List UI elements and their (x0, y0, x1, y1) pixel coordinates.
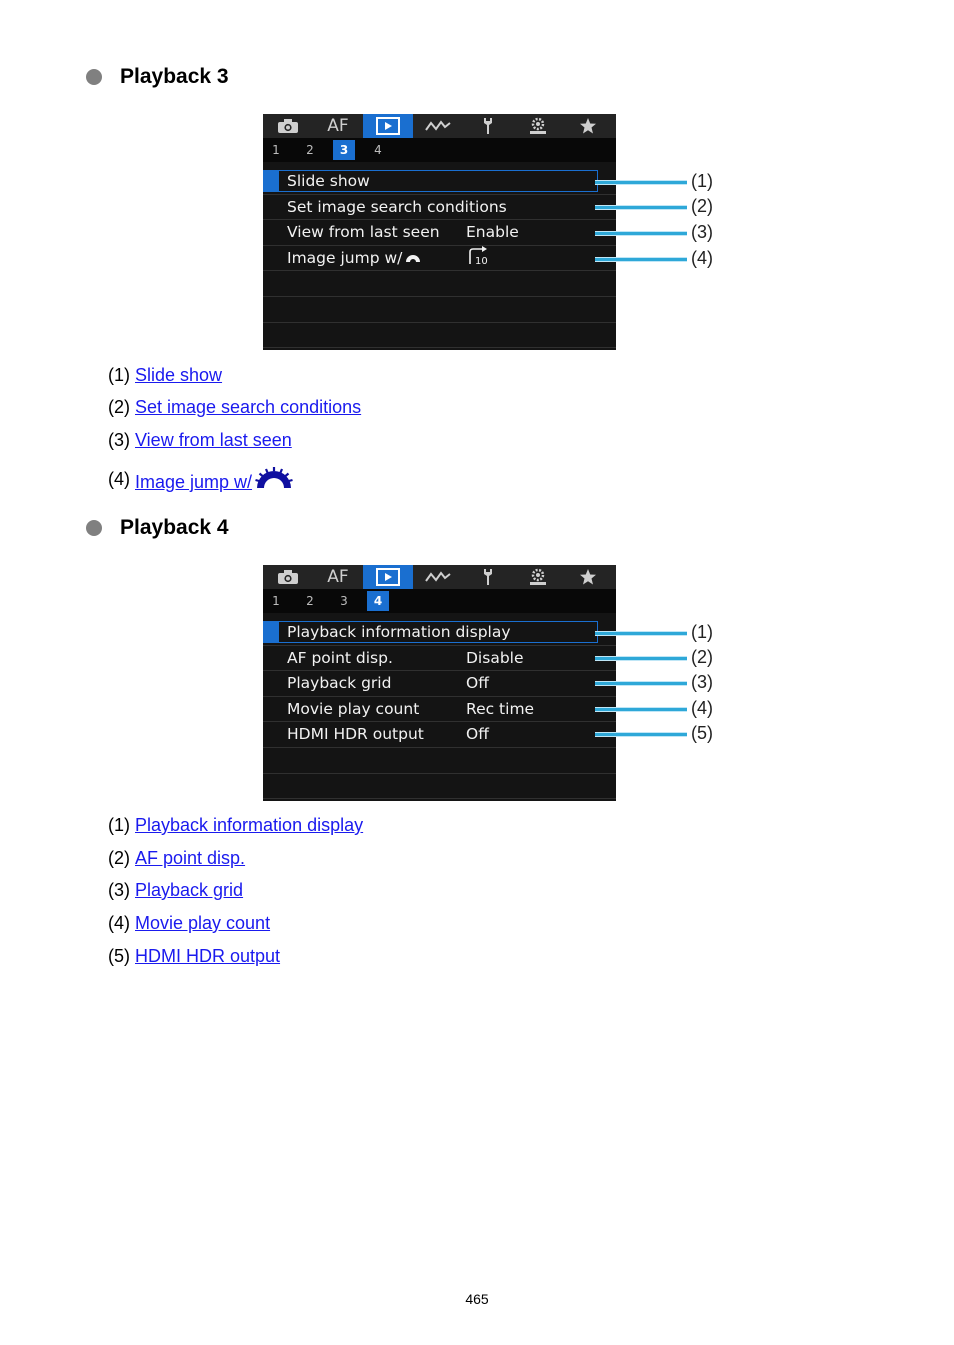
custom-icon[interactable] (513, 565, 563, 589)
main-dial-icon (253, 466, 295, 493)
ref-item-2: (2) Set image search conditions (108, 397, 362, 417)
ref-item-3: (3) View from last seen (108, 430, 292, 450)
callout-label: (4) (691, 698, 713, 718)
ref-item-4: (4) Movie play count (108, 913, 271, 933)
callout-line (595, 732, 687, 737)
menu-item-label: Image jump w/ (287, 246, 422, 271)
menu-item-slide-show[interactable] (263, 169, 616, 195)
section-title: Playback 4 (120, 516, 229, 539)
link-af-point-disp[interactable]: AF point disp. (135, 848, 246, 868)
callout-line (595, 205, 687, 210)
menu-item-label: Set image search conditions (287, 197, 507, 216)
subtab-1[interactable]: 1 (272, 143, 280, 157)
callout-line (595, 257, 687, 262)
menu-item-label: HDMI HDR output (287, 725, 424, 744)
link-slide-show[interactable]: Slide show (135, 365, 223, 385)
menu-item-label: Playback information display (287, 623, 511, 641)
menu-item-set-image-search-conditions[interactable] (263, 195, 616, 221)
wrench-icon[interactable] (463, 565, 513, 589)
menu-item-label: AF point disp. (287, 648, 393, 667)
subtab-3[interactable]: 3 (340, 594, 348, 608)
callout-label: (2) (691, 647, 713, 667)
link-set-image-search-conditions[interactable]: Set image search conditions (135, 397, 362, 417)
menu-tab-bar (263, 565, 616, 589)
section-heading-playback-4 (86, 516, 229, 540)
menu-item-value: Off (466, 674, 489, 693)
menu-item-value: Rec time (466, 699, 535, 718)
menu-item-empty (263, 271, 616, 297)
main-dial-icon (404, 253, 422, 263)
svg-text:10: 10 (475, 255, 488, 266)
menu-item-value: Disable (466, 648, 524, 667)
wireless-icon[interactable] (413, 114, 463, 138)
menu-item-label: View from last seen (287, 223, 440, 242)
link-hdmi-hdr-output[interactable]: HDMI HDR output (135, 946, 281, 966)
callout-label: (3) (691, 672, 713, 692)
page-number: 465 (465, 1291, 489, 1307)
ref-item-5: (5) HDMI HDR output (108, 946, 281, 966)
menu-item-movie-play-count[interactable] (263, 697, 616, 723)
link-image-jump[interactable]: Image jump w/ (135, 466, 295, 493)
menu-item-value: Off (466, 725, 489, 744)
callout-line (595, 656, 687, 661)
link-playback-information-display[interactable]: Playback information display (135, 815, 364, 835)
playback-icon[interactable] (363, 114, 413, 138)
custom-icon[interactable] (513, 114, 563, 138)
callout-label: (1) (691, 622, 713, 642)
menu-screen-playback-4 (263, 565, 616, 801)
callout-label: (2) (691, 196, 713, 216)
camera-icon[interactable] (263, 565, 313, 589)
wrench-icon[interactable] (463, 114, 513, 138)
ref-item-2: (2) AF point disp. (108, 848, 246, 868)
menu-subtab-bar (263, 589, 616, 613)
callout-line (595, 231, 687, 236)
tab-af[interactable]: AF (327, 567, 349, 587)
callout-label: (3) (691, 222, 713, 242)
menu-tab-bar (263, 114, 616, 138)
menu-item-af-point-disp[interactable] (263, 646, 616, 672)
subtab-4[interactable]: 4 (374, 143, 382, 157)
menu-item-playback-information-display[interactable] (263, 620, 616, 646)
playback-icon[interactable] (363, 565, 413, 589)
subtab-1[interactable]: 1 (272, 594, 280, 608)
menu-list (263, 169, 616, 348)
subtab-4[interactable]: 4 (367, 591, 389, 611)
bullet-icon (86, 69, 102, 85)
menu-item-playback-grid[interactable] (263, 671, 616, 697)
menu-item-label: Playback grid (287, 674, 392, 693)
camera-icon[interactable] (263, 114, 313, 138)
menu-subtab-bar (263, 138, 616, 162)
callout-line (595, 180, 687, 185)
link-movie-play-count[interactable]: Movie play count (135, 913, 271, 933)
menu-item-view-from-last-seen[interactable] (263, 220, 616, 246)
section-heading-playback-3 (86, 65, 229, 89)
link-view-from-last-seen[interactable]: View from last seen (135, 430, 292, 450)
subtab-3[interactable]: 3 (333, 140, 355, 160)
menu-item-label: Movie play count (287, 699, 420, 718)
ref-item-1: (1) Slide show (108, 365, 223, 385)
subtab-2[interactable]: 2 (306, 143, 314, 157)
wireless-icon[interactable] (413, 565, 463, 589)
callout-line (595, 681, 687, 686)
menu-item-empty (263, 323, 616, 349)
ref-item-3: (3) Playback grid (108, 880, 244, 900)
menu-item-value: Enable (466, 223, 519, 242)
bullet-icon (86, 520, 102, 536)
callout-label: (4) (691, 248, 713, 268)
menu-item-empty (263, 748, 616, 774)
ref-item-1: (1) Playback information display (108, 815, 364, 835)
callout-label: (5) (691, 723, 713, 743)
menu-list (263, 620, 616, 799)
star-icon[interactable] (563, 565, 613, 589)
link-playback-grid[interactable]: Playback grid (135, 880, 244, 900)
callout-line (595, 631, 687, 636)
menu-item-empty (263, 774, 616, 800)
menu-item-label: Slide show (287, 172, 370, 190)
ref-item-4: (4) Image jump w/ (108, 466, 295, 493)
jump-10-images-icon (466, 246, 490, 274)
star-icon[interactable] (563, 114, 613, 138)
menu-item-hdmi-hdr-output[interactable] (263, 722, 616, 748)
menu-item-empty (263, 297, 616, 323)
menu-item-image-jump[interactable] (263, 246, 616, 272)
menu-screen-playback-3 (263, 114, 616, 350)
tab-af[interactable]: AF (327, 116, 349, 136)
section-title: Playback 3 (120, 65, 229, 88)
subtab-2[interactable]: 2 (306, 594, 314, 608)
callout-line (595, 707, 687, 712)
callout-label: (1) (691, 171, 713, 191)
